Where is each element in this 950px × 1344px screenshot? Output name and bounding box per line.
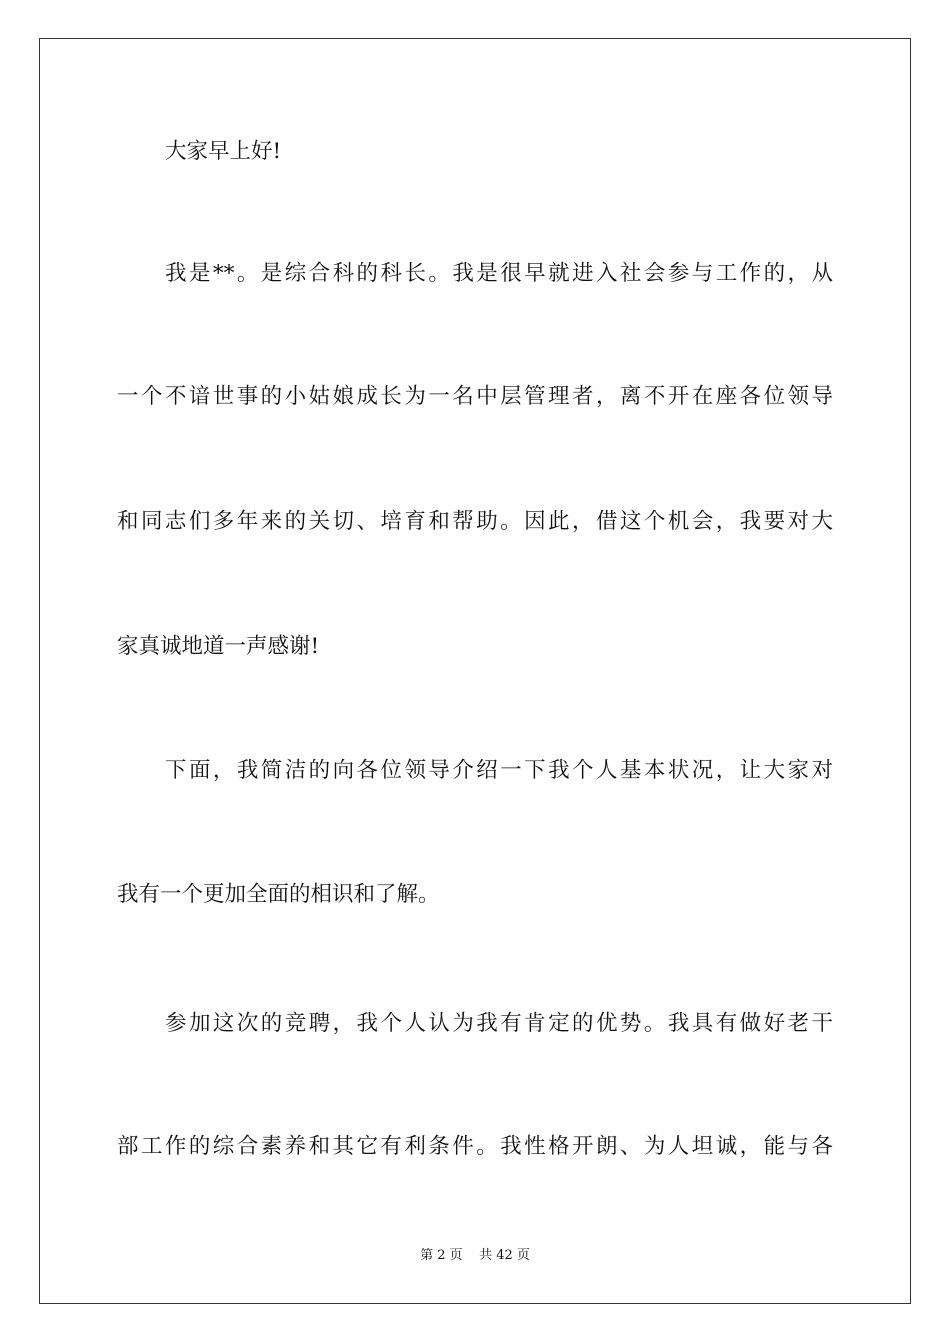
text-line: 家真诚地道一声感谢! (117, 634, 320, 659)
text-line: 我有一个更加全面的相识和了解。 (117, 882, 440, 907)
text-line: 下面，我简洁的向各位领导介绍一下我个人基本状况，让大家对 (165, 758, 833, 783)
text-line: 参加这次的竞聘，我个人认为我有肯定的优势。我具有做好老干 (165, 1011, 833, 1036)
page-border (39, 38, 911, 1304)
text-line: 部工作的综合素养和其它有利条件。我性格开朗、为人坦诚，能与各 (117, 1134, 833, 1159)
text-line: 和同志们多年来的关切、培育和帮助。因此，借这个机会，我要对大 (117, 509, 833, 534)
page-number-footer: 第 2 页 共 42 页 (420, 1248, 530, 1263)
text-line: 大家早上好! (165, 139, 282, 164)
text-line: 一个不谙世事的小姑娘成长为一名中层管理者，离不开在座各位领导 (117, 384, 833, 409)
text-line: 我是**。是综合科的科长。我是很早就进入社会参与工作的，从 (165, 261, 833, 286)
